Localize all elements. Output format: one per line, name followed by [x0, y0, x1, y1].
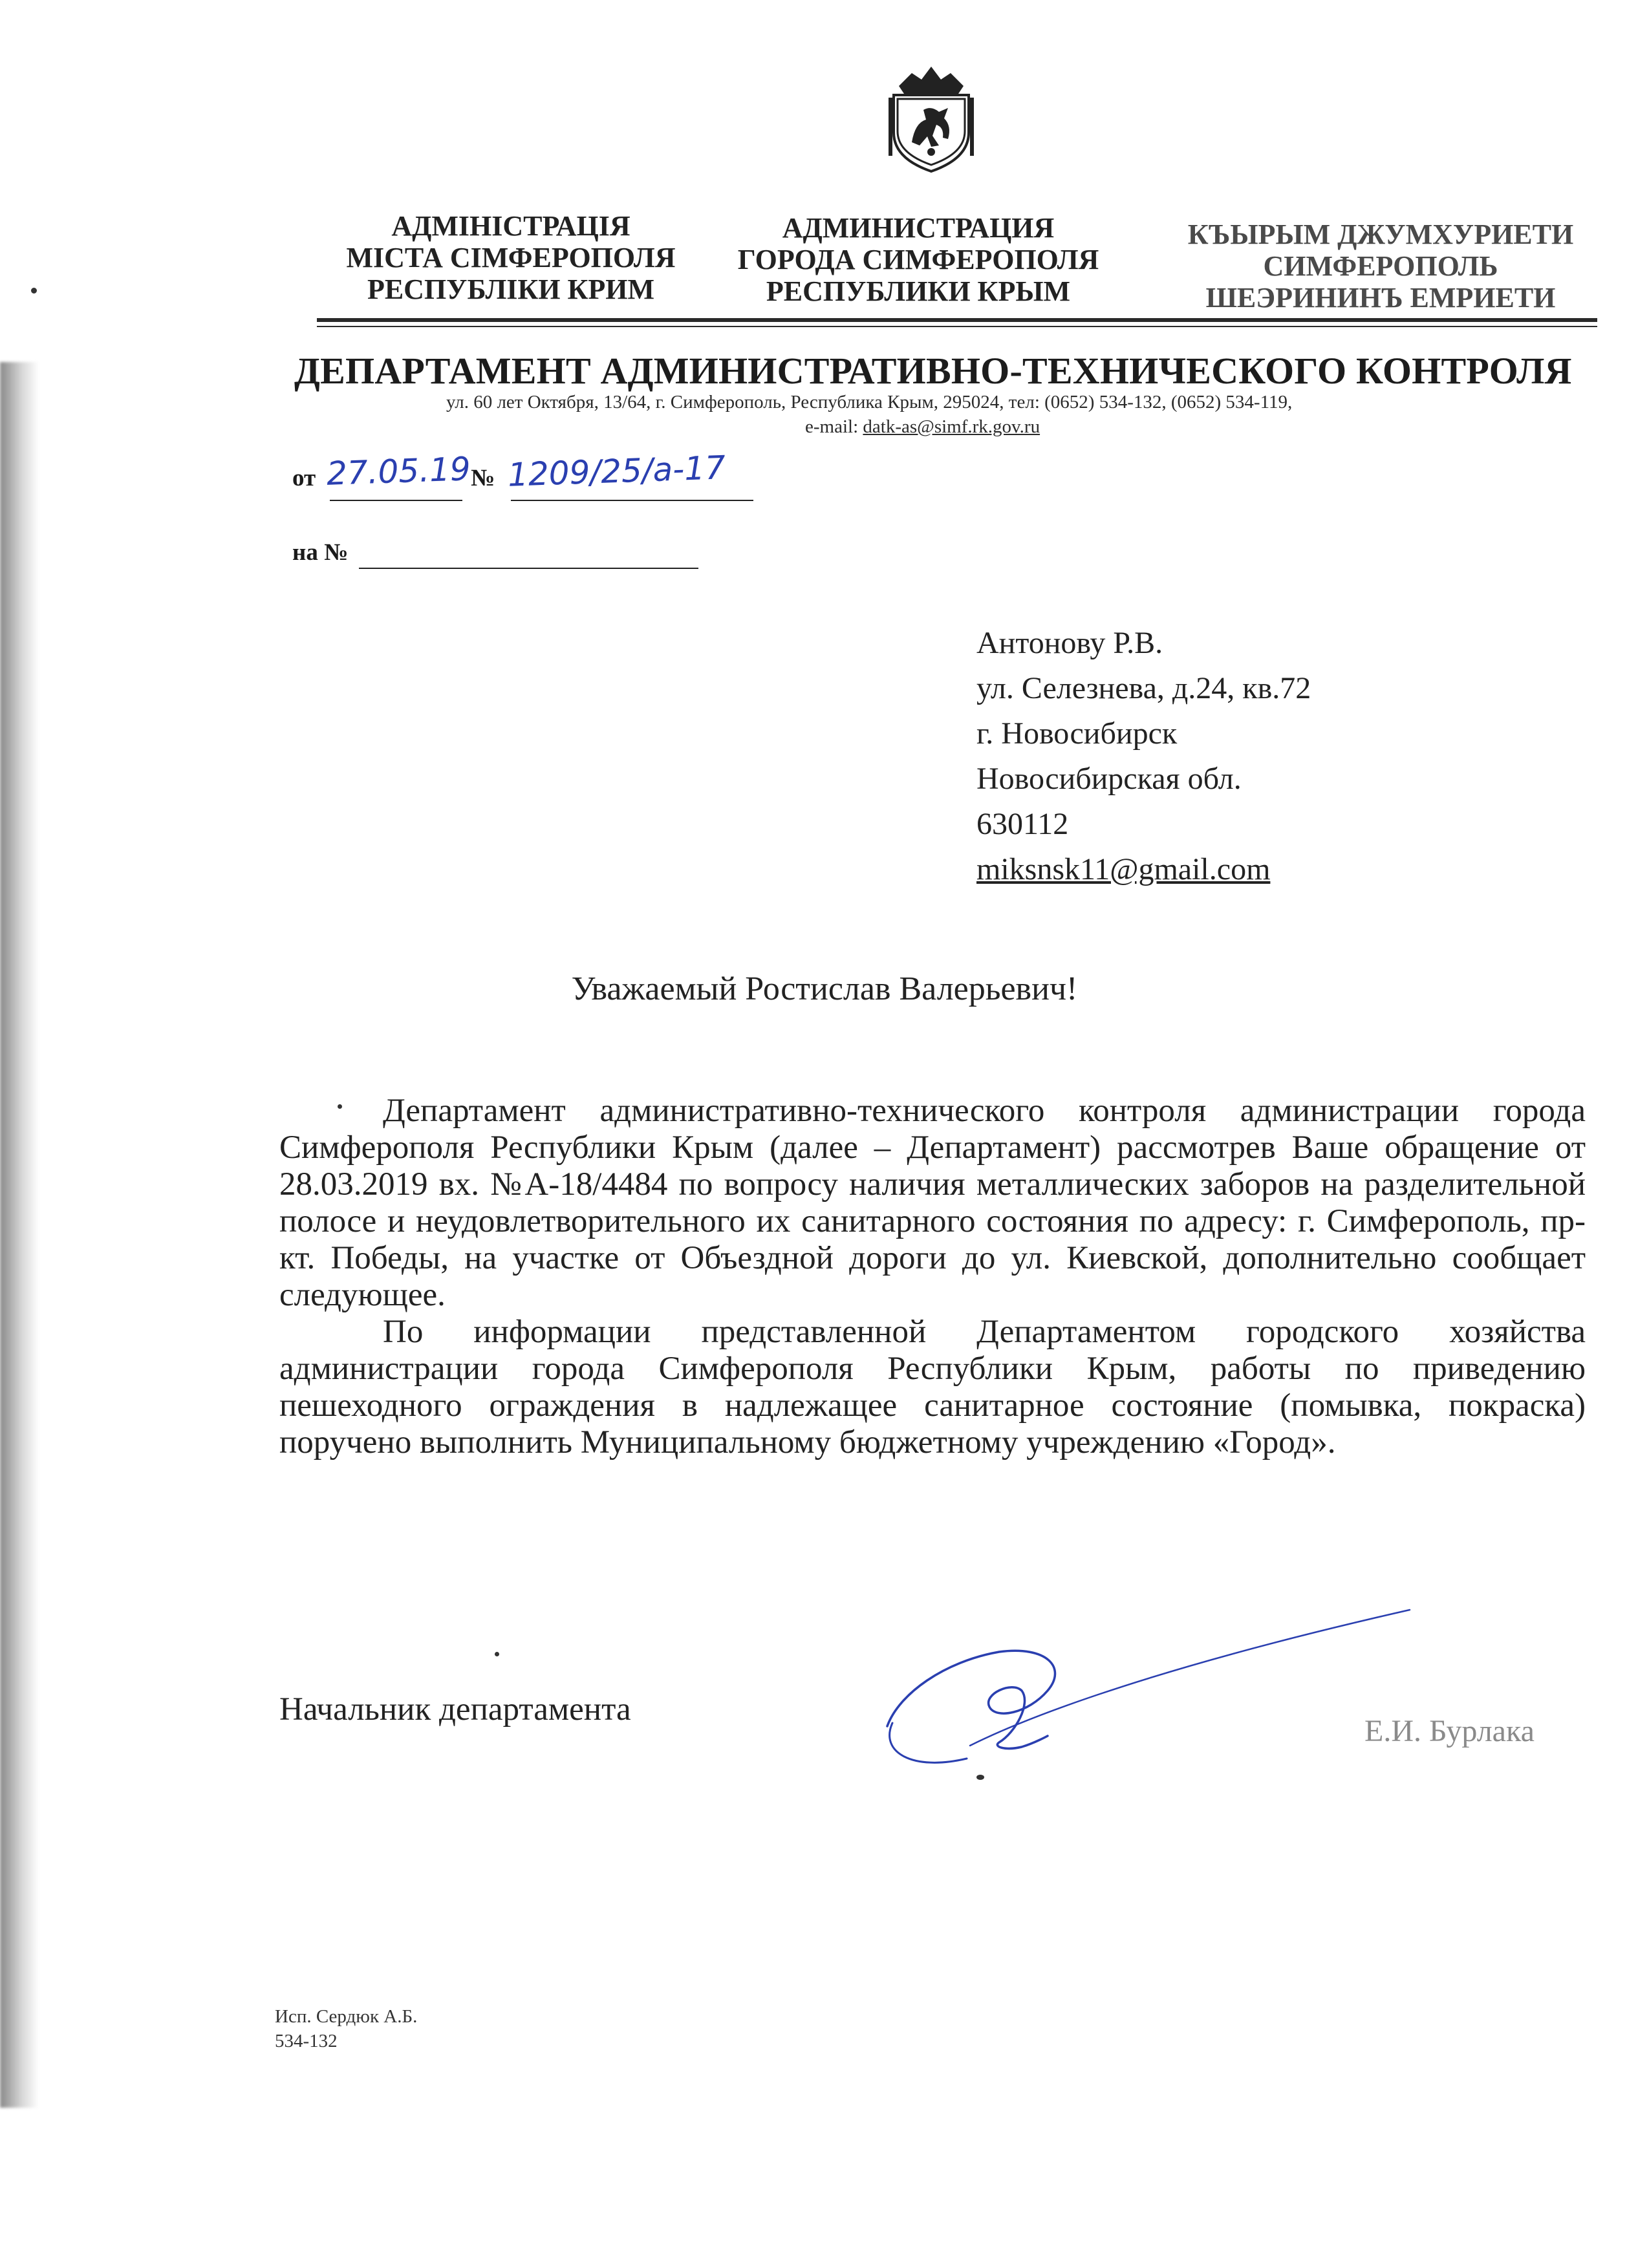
department-title: ДЕПАРТАМЕНТ АДМИНИСТРАТИВНО-ТЕХНИЧЕСКОГО КОНТРОЛЯ — [294, 350, 1572, 392]
header-divider — [317, 326, 1597, 327]
org-cr-line: КЪЫРЫМ ДЖУМХУРИЕТИ — [1187, 219, 1574, 250]
letter-body — [279, 1093, 1586, 1461]
org-name-russian — [724, 212, 1112, 307]
org-ru-line: АДМИНИСТРАЦИЯ — [782, 212, 1055, 244]
executor-block — [275, 2004, 417, 2053]
number-underline — [511, 500, 753, 501]
org-cr-line: СИМФЕРОПОЛЬ — [1263, 250, 1498, 282]
addressee-street: ул. Селезнева, д.24, кв.72 — [976, 671, 1311, 705]
scan-edge-artifact — [0, 362, 39, 2108]
greeting: Уважаемый Ростислав Валерьевич! — [571, 970, 1078, 1007]
reply-to-underline — [359, 568, 698, 569]
reply-to-label: на № — [292, 539, 349, 566]
signatory-name: Е.И. Бурлака — [1364, 1714, 1535, 1748]
crimea-coat-of-arms-emblem — [886, 55, 976, 175]
addressee-block — [976, 621, 1311, 892]
executor-name: Исп. Сердюк А.Б. — [275, 2006, 418, 2027]
signatory-title: Начальник департамента — [279, 1691, 631, 1728]
org-name-crimean-tatar — [1158, 219, 1604, 314]
email-label: e-mail: — [805, 416, 863, 437]
org-cr-line: ШЕЭРИНИНЪ ЕМРИЕТИ — [1205, 282, 1556, 314]
org-ua-line: МІСТА СІМФЕРОПОЛЯ — [346, 242, 676, 273]
addressee-region: Новосибирская обл. — [976, 762, 1242, 796]
org-ru-line: РЕСПУБЛИКИ КРЫМ — [766, 275, 1071, 307]
org-name-ukrainian — [336, 210, 685, 305]
date-label: от — [292, 465, 316, 491]
scan-speck — [495, 1652, 499, 1656]
outgoing-number: 1209/25/а-17 — [507, 449, 726, 494]
department-email-line — [805, 416, 1040, 438]
org-ru-line: ГОРОДА СИМФЕРОПОЛЯ — [737, 244, 1099, 275]
org-ua-line: АДМІНІСТРАЦІЯ — [391, 210, 630, 242]
number-label: № — [471, 465, 495, 491]
outgoing-date: 27.05.19 — [326, 450, 471, 493]
body-paragraph: По информации представленной Департаментом городского хозяйства администрации города Симферополя Республики Крым, работы по приведению пешеходного ограждения в надлежащее санитарное состояние (помывка, покраска) поручено выполнить Муниципальному бюджетному учреждению «Город». — [279, 1314, 1586, 1460]
handwritten-signature — [854, 1578, 1436, 1791]
org-ua-line: РЕСПУБЛІКИ КРИМ — [367, 273, 655, 305]
date-underline — [330, 500, 462, 501]
addressee-city: г. Новосибирск — [976, 716, 1178, 751]
header-divider — [317, 318, 1597, 322]
executor-phone: 534-132 — [275, 2031, 338, 2051]
addressee-postcode: 630112 — [976, 807, 1069, 841]
addressee-email-link[interactable]: miksnsk11@gmail.com — [976, 852, 1271, 886]
body-paragraph: Департамент административно-технического контроля администрации города Симферополя Республики Крым (далее – Департамент) рассмотрев Ваше обращение от 28.03.2019 вх. №А-18/4484 по вопросу наличия металлических заборов на разделительной полосе и неудовлетворительного их санитарного состояния по адресу: г. Симферополь, пр-кт. Победы, на участке от Объездной дороги до ул. Киевской, дополнительно сообщает следующее. — [279, 1093, 1586, 1313]
department-address: ул. 60 лет Октября, 13/64, г. Симферополь, Республика Крым, 295024, тел: (0652) 534-132, (0652) 534-119, — [446, 392, 1293, 412]
addressee-name: Антонову Р.В. — [976, 626, 1163, 660]
department-email-link[interactable]: datk-as@simf.rk.gov.ru — [863, 416, 1040, 437]
scan-speck — [31, 288, 37, 294]
